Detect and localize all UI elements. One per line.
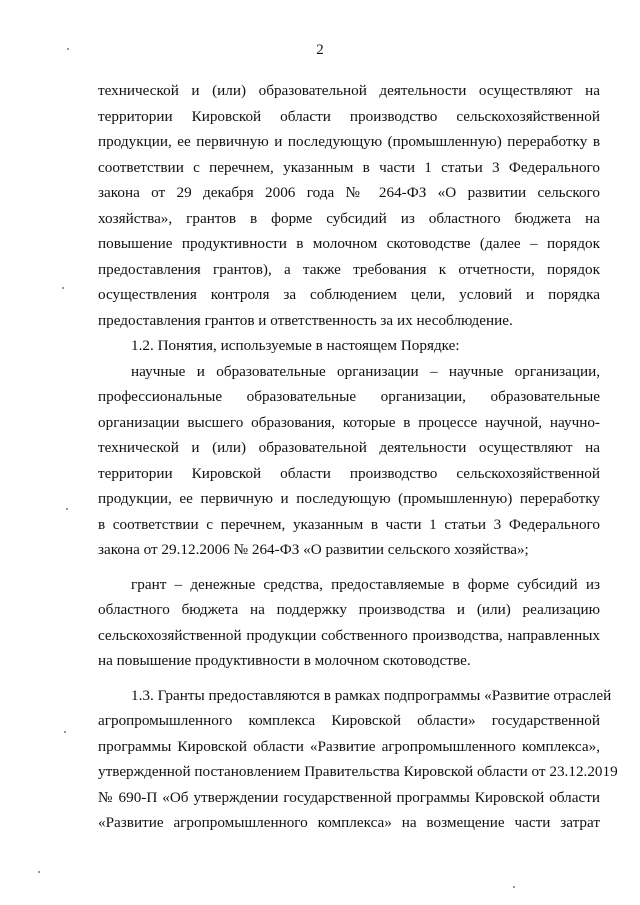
- page-number: 2: [316, 42, 324, 58]
- paragraph-gap: [98, 674, 600, 683]
- paragraph-1-2-heading: [98, 333, 600, 359]
- paragraph-gap: [98, 563, 600, 572]
- text-line: осуществления контроля за соблюдением цели, условий и порядка: [98, 286, 600, 303]
- text-line: территории Кировской области производство сельскохозяйственной: [98, 464, 600, 482]
- text-line: программы Кировской области «Развитие агропромышленного комплекса»,: [98, 737, 600, 755]
- paragraph-continuation: [98, 78, 600, 333]
- paragraph-definition-grant: [98, 572, 600, 674]
- text-line: закона от 29 декабря 2006 года № 264-ФЗ «О развитии сельского: [98, 184, 600, 201]
- text-line: территории Кировской области производство сельскохозяйственной: [98, 107, 600, 125]
- text-line: технической и (или) образовательной деятельности осуществляют на: [98, 82, 600, 99]
- text-line: технической и (или) образовательной деятельности осуществляют на: [98, 439, 600, 456]
- text-line: научные и образовательные организации – научные организации,: [131, 362, 600, 380]
- text-line: продукции, ее первичную и последующую (промышленную) переработку: [98, 490, 600, 507]
- scan-speck: [513, 886, 515, 888]
- text-line: организации высшего образования, которые в процессе научной, научно-: [98, 413, 600, 431]
- text-line: утвержденной постановлением Правительства Кировской области от 23.12.2019: [98, 763, 618, 780]
- scan-speck: [38, 871, 40, 873]
- document-body: [98, 78, 618, 836]
- text-line: грант – денежные средства, предоставляемые в форме субсидий из: [131, 575, 600, 593]
- text-line: 1.2. Понятия, используемые в настоящем Порядке:: [131, 337, 460, 354]
- text-line: предоставления грантов и ответственность за их несоблюдение.: [98, 311, 513, 329]
- scan-speck: [64, 731, 66, 733]
- text-line: закона от 29.12.2006 № 264-ФЗ «О развитии сельского хозяйства»;: [98, 541, 529, 558]
- text-line: продукции, ее первичную и последующую (промышленную) переработку в: [98, 133, 600, 150]
- text-line: хозяйства», грантов в форме субсидий из областного бюджета на: [98, 209, 600, 227]
- text-line: «Развитие агропромышленного комплекса» на возмещение части затрат: [98, 814, 600, 831]
- text-line: на повышение продуктивности в молочном скотоводстве.: [98, 652, 471, 669]
- text-line: соответствии с перечнем, указанным в части 1 статьи 3 Федерального: [98, 158, 600, 176]
- text-line: в соответствии с перечнем, указанным в части 1 статьи 3 Федерального: [98, 515, 600, 533]
- scan-speck: [66, 508, 68, 510]
- paragraph-definition-organizations: [98, 359, 600, 563]
- text-line: профессиональные образовательные организации, образовательные: [98, 388, 600, 405]
- paragraph-1-3: [98, 683, 618, 836]
- text-line: сельскохозяйственной продукции собственного производства, направленных: [98, 626, 600, 644]
- scan-speck: [67, 48, 69, 50]
- text-line: предоставления грантов), а также требования к отчетности, порядок: [98, 260, 600, 278]
- text-line: 1.3. Гранты предоставляются в рамках подпрограммы «Развитие отраслей: [131, 686, 612, 704]
- text-line: № 690-П «Об утверждении государственной программы Кировской области: [98, 788, 600, 806]
- text-line: областного бюджета на поддержку производства и (или) реализацию: [98, 601, 600, 618]
- text-line: повышение продуктивности в молочном скотоводстве (далее – порядок: [98, 235, 600, 252]
- text-line: агропромышленного комплекса Кировской области» государственной: [98, 712, 600, 729]
- scan-speck: [62, 287, 64, 289]
